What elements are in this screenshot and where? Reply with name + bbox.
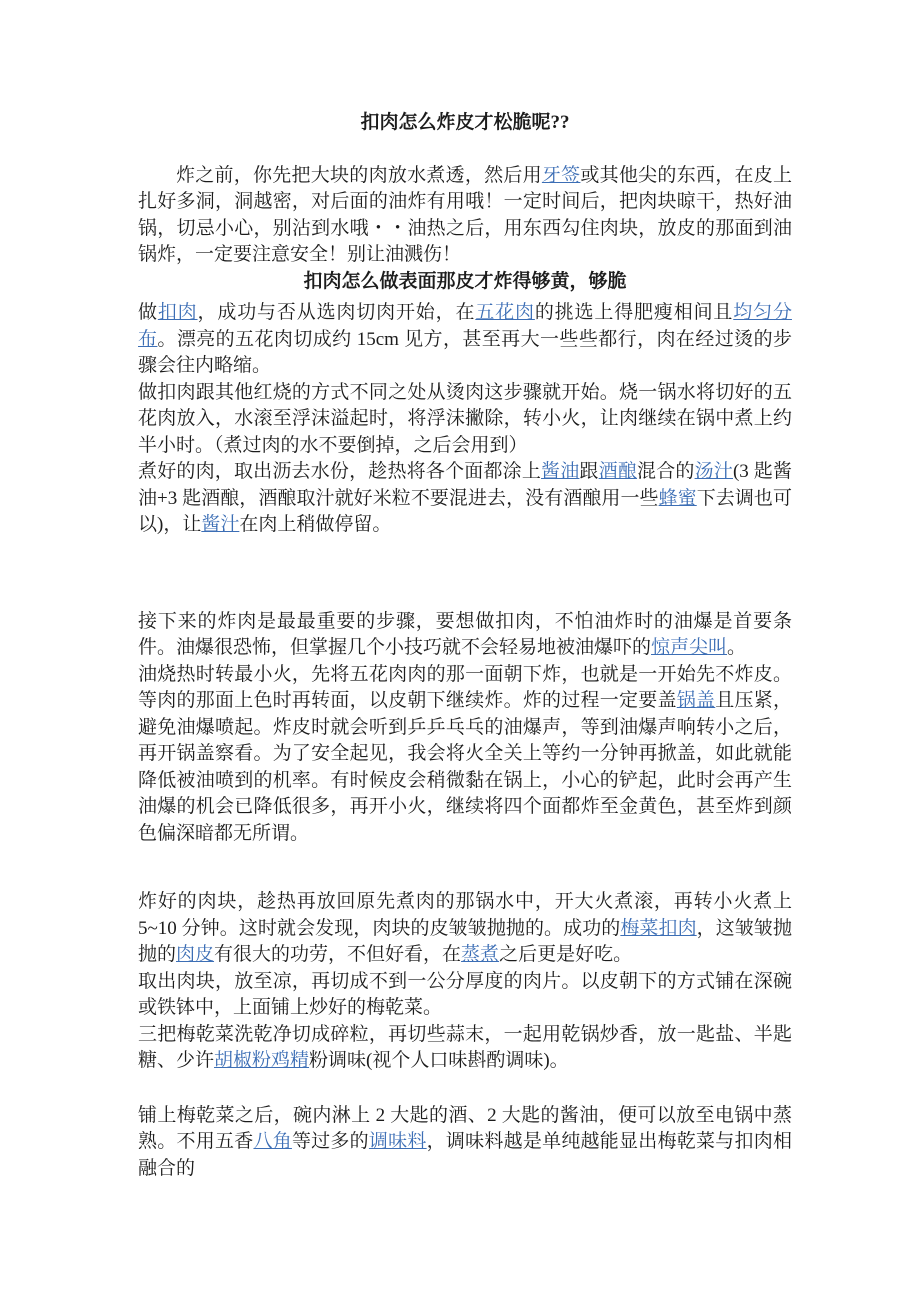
text-run: 炸之前，你先把大块的肉放水煮透，然后用 <box>176 164 542 186</box>
text-run: 三把梅乾菜洗乾净切成碎粒，再切些蒜末，一起用乾锅炒香，放一匙盐、半匙糖、少许 <box>138 1023 792 1071</box>
paragraph-meicai <box>138 1022 792 1075</box>
hyperlink[interactable]: 牙签 <box>541 164 581 186</box>
block-steaming <box>138 1103 792 1183</box>
hyperlink[interactable]: 蒸煮 <box>461 944 500 965</box>
text-run: 之后更是好吃。 <box>499 944 633 965</box>
text-run: 炸好的肉块，趁热再放回原先煮肉的那锅水中，开大火煮滚，再转小火煮上 5~10 分钟。这时就会发现，肉块的皮皱皱抛抛的。成功的 <box>138 891 792 939</box>
hyperlink[interactable]: 惊声尖叫 <box>651 637 728 658</box>
text-run: 取出肉块，放至凉，再切成不到一公分厚度的肉片。以皮朝下的方式铺在深碗或铁钵中，上面铺上炒好的梅乾菜。 <box>138 970 792 1018</box>
paragraph-coat-sauce <box>138 459 792 539</box>
text-run: 且压紧，避免油爆喷起。炸皮时就会听到乒乒乓乓的油爆声，等到油爆声响转小之后，再开锅盖察看。为了安全起见，我会将火全关上等约一分钟再掀盖，如此就能降低被油喷到的机率。有时候皮会稍微黏在锅上，小心的铲起，此时会再产生油爆的机会已降低很多，再开小火，继续将四个面都炸至金黄色，甚至炸到颜色偏深暗都无所谓。 <box>138 690 792 844</box>
text-run: 有很大的功劳，不但好看，在 <box>214 944 462 965</box>
text-run: 油烧热时转最小火，先将五花肉肉的那一面朝下炸，也就是一开始先不炸皮。等肉的那面上色时再转面，以皮朝下继续炸。炸的过程一定要盖 <box>138 663 792 711</box>
paragraph-steam <box>138 1103 792 1183</box>
section-title-crispy-skin: 扣肉怎么炸皮才松脆呢?? <box>360 112 570 133</box>
block-preparation <box>138 300 792 539</box>
paragraph-fry-steps <box>138 662 792 848</box>
text-run: 跟 <box>579 461 599 482</box>
hyperlink[interactable]: 酱油 <box>541 461 580 482</box>
paragraph-fry-warning <box>138 609 792 662</box>
hyperlink[interactable]: 五花肉 <box>475 302 535 323</box>
hyperlink[interactable]: 调味料 <box>368 1131 427 1152</box>
text-run: ，成功与否从选肉切肉开始，在 <box>197 302 476 323</box>
block-frying <box>138 609 792 848</box>
hyperlink[interactable]: 锅盖 <box>676 690 716 711</box>
text-run: ，调味料越是单纯越能显出梅乾菜与扣肉相融合的 <box>138 1131 792 1179</box>
text-run: 或其他尖的东西，在皮上扎好多洞，洞越密，对后面的油炸有用哦！一定时间后，把肉块晾干，热好油锅，切忌小心，别沾到水哦・・油热之后，用东西勾住肉块，放皮的那面到油锅炸，一定要注意安全！别让油溅伤！ <box>138 164 792 265</box>
text-run: 等过多的 <box>291 1131 369 1152</box>
text-run: 的挑选上得肥瘦相间且 <box>534 302 734 323</box>
text-run: 做 <box>138 302 158 323</box>
paragraph-boil-pork <box>138 380 792 460</box>
hyperlink[interactable]: 汤汁 <box>694 461 733 482</box>
text-run: 做扣肉跟其他红烧的方式不同之处从烫肉这步骤就开始。烧一锅水将切好的五花肉放入，水滚至浮沫溢起时，将浮沫撇除，转小火，让肉继续在锅中煮上约半小时。（煮过肉的水不要倒掉，之后会用到） <box>138 381 792 456</box>
block-after-frying <box>138 889 792 1075</box>
hyperlink[interactable]: 扣肉 <box>157 302 198 323</box>
text-run: ，这皱皱抛抛的 <box>138 917 792 965</box>
text-run: 在肉上稍做停留。 <box>239 514 392 535</box>
text-run: 煮好的肉，取出沥去水份，趁热将各个面都涂上 <box>138 461 542 482</box>
paragraph-select-pork <box>138 300 792 380</box>
hyperlink[interactable]: 肉皮 <box>176 944 215 965</box>
text-run: 接下来的炸肉是最最重要的步骤，要想做扣肉，不怕油炸时的油爆是首要条件。油爆很恐怖，但掌握几个小技巧就不会轻易地被油爆吓的 <box>138 610 792 658</box>
paragraph-reboil <box>138 889 792 969</box>
text-run: 。 <box>727 637 747 658</box>
paragraph-intro <box>138 163 792 269</box>
hyperlink[interactable]: 酱汁 <box>201 514 240 535</box>
hyperlink[interactable]: 梅菜扣肉 <box>620 917 697 939</box>
text-run: 铺上梅乾菜之后，碗内淋上 2 大匙的酒、2 大匙的酱油，便可以放至电锅中蒸熟。不用五香 <box>138 1104 792 1152</box>
text-run: 下去调也可以)，让 <box>138 487 792 535</box>
hyperlink[interactable]: 蜂蜜 <box>658 487 697 509</box>
section-title-golden-skin: 扣肉怎么做表面那皮才炸得够黄，够脆 <box>303 270 627 292</box>
hyperlink[interactable]: 均匀分布 <box>138 302 792 350</box>
text-run: (3 匙酱油+3 匙酒酿，酒酿取汁就好米粒不要混进去，没有酒酿用一些 <box>138 461 792 509</box>
hyperlink[interactable]: 酒酿 <box>598 461 638 482</box>
text-run: 粉调味(视个人口味斟酌调味)。 <box>309 1050 569 1071</box>
paragraph-slice <box>138 969 792 1022</box>
text-run: 。漂亮的五花肉切成约 15cm 见方，甚至再大一些些都行，肉在经过烫的步骤会往内略缩。 <box>138 328 792 376</box>
hyperlink[interactable]: 胡椒粉鸡精 <box>214 1050 310 1071</box>
text-run: 混合的 <box>637 461 695 482</box>
hyperlink[interactable]: 八角 <box>253 1131 292 1152</box>
